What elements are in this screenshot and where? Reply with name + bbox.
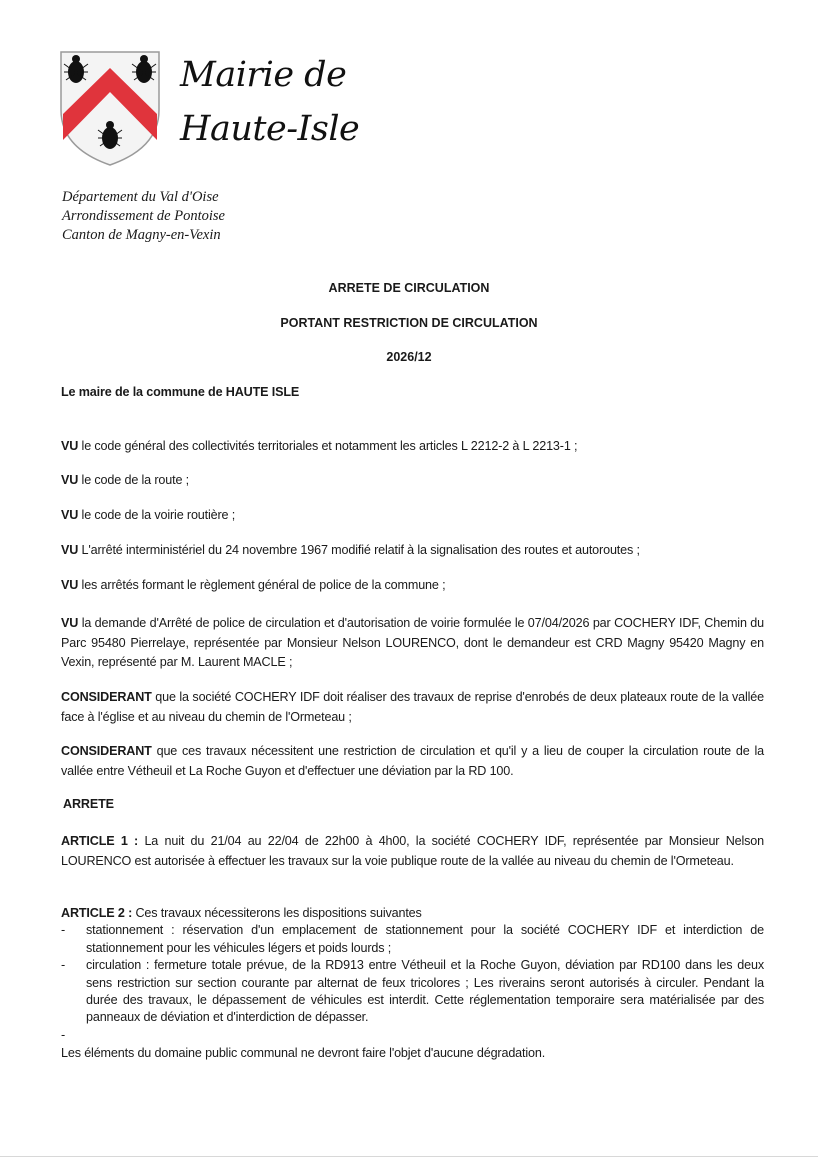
coat-of-arms-logo <box>58 48 162 168</box>
closing-line: Les éléments du domaine public communal ne devront faire l'objet d'aucune dégradation. <box>61 1045 546 1060</box>
article-2: ARTICLE 2 : Ces travaux nécessiterons les dispositions suivantes - stationnement : réservation d'un emplacement de stationnement pour la société COCHERY IDF et interdiction de stationnement pour les véhicules légers et poids lourds ; - circulation : fermeture totale prévue, de la RD913 entre Vétheuil et la Roche Guyon, déviation par RD100 dans les deux sens restriction sur section courante par alternat de feux tricolores ; Les riverains seront autorisés à circuler. Pendant la durée des travaux, le dépassement de véhicules est interdit. Cette réglementation temporaire sera matérialisée par des panneaux de déviation et d'interdiction de dépasser. - Les éléments du domaine public communal ne devront faire l'objet d'aucune dégradation. <box>61 905 764 1062</box>
vu-paragraph: VU la demande d'Arrêté de police de circulation et d'autorisation de voirie formulée le 07/04/2026 par COCHERY IDF, Chemin du Parc 95480 Pierrelaye, représentée par Monsieur Nelson LOURENCO, dont le demandeur est CRD Magny 95420 Magny en Vexin, représenté par M. Laurent MACLE ; <box>61 616 764 670</box>
list-item: - <box>61 1027 66 1042</box>
subtitle-arrondissement: Arrondissement de Pontoise <box>62 208 225 224</box>
list-item: - stationnement : réservation d'un emplacement de stationnement pour la société COCHERY IDF et interdiction de stationnement pour les véhicules légers et poids lourds ; <box>61 923 764 955</box>
mairie-title-line1: Mairie de <box>180 55 347 95</box>
subtitle-canton: Canton de Magny-en-Vexin <box>62 227 221 243</box>
vu-paragraph: VU les arrêtés formant le règlement général de police de la commune ; <box>61 578 446 592</box>
considerant-paragraph: CONSIDERANT que ces travaux nécessitent une restriction de circulation et qu'il y a lieu de couper la circulation route de la vallée entre Vétheuil et La Roche Guyon et d'effectuer une déviation par la RD 100. <box>61 744 764 778</box>
list-item: - circulation : fermeture totale prévue, de la RD913 entre Vétheuil et la Roche Guyon, déviation par RD100 dans les deux sens restriction sur section courante par alternat de feux tricolores ; Les riverains seront autorisés à circuler. Pendant la durée des travaux, le dépassement de véhicules est interdit. Cette réglementation temporaire sera matérialisée par des panneaux de déviation et d'interdiction de dépasser. <box>61 958 764 1025</box>
vu-paragraph: VU le code de la voirie routière ; <box>61 508 236 522</box>
document-number: 2026/12 <box>386 350 432 364</box>
subtitle-departement: Département du Val d'Oise <box>62 189 219 205</box>
document-subtitle: PORTANT RESTRICTION DE CIRCULATION <box>280 316 538 330</box>
article-1: ARTICLE 1 : La nuit du 21/04 au 22/04 de 22h00 à 4h00, la société COCHERY IDF, représentée par Monsieur Nelson LOURENCO est autorisée à effectuer les travaux sur la voie publique route de la vallée au niveau du chemin de l'Ormeteau. <box>61 834 764 868</box>
vu-paragraph: VU le code général des collectivités territoriales et notamment les articles L 2212-2 à L 2213-1 ; <box>61 439 578 453</box>
document-title: ARRETE DE CIRCULATION <box>328 281 490 295</box>
arrete-heading: ARRETE <box>63 797 114 811</box>
intro-line: Le maire de la commune de HAUTE ISLE <box>61 385 300 399</box>
considerant-paragraph: CONSIDERANT que la société COCHERY IDF doit réaliser des travaux de reprise d'enrobés de deux plateaux route de la vallée face à l'église et au niveau du chemin de l'Ormeteau ; <box>61 690 764 724</box>
article-2-list <box>61 922 764 1043</box>
vu-paragraph: VU L'arrêté interministériel du 24 novembre 1967 modifié relatif à la signalisation des routes et autoroutes ; <box>61 543 640 557</box>
mairie-title-line2: Haute-Isle <box>180 109 360 149</box>
scan-edge <box>0 1156 818 1157</box>
vu-paragraph: VU le code de la route ; <box>61 473 190 487</box>
